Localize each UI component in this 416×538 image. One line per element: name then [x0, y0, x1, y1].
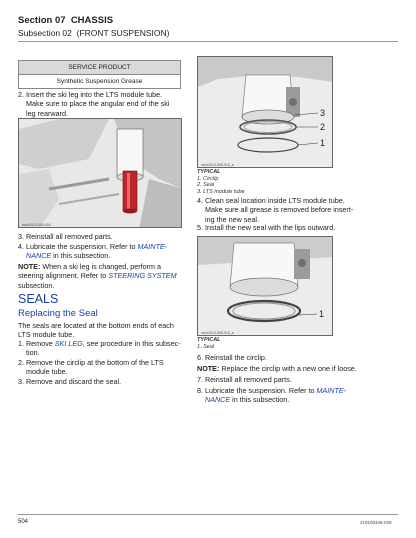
left-step-2 [18, 90, 188, 118]
right-step-6: 6. Reinstall the circlip. [197, 353, 267, 362]
left-step-3: 3. Reinstall all removed parts. [18, 232, 113, 241]
section-name: CHASSIS [70, 15, 114, 26]
section-title [18, 15, 113, 26]
right-step-4-line3: ing the new seal. [205, 214, 259, 224]
figure-3-code: mmr2010-056-016_a [201, 331, 234, 335]
right-step-8-end: in this subsection. [230, 395, 290, 405]
seals-heading: SEALS [18, 292, 59, 306]
subsection-title [18, 28, 170, 38]
seals-intro-line2: LTS module tube. [18, 330, 75, 340]
figure-2-caption-item-2: 2. Seal [197, 182, 215, 188]
figure-2-code: mmr2010-056-016_a [201, 163, 234, 167]
section-label: Section [18, 15, 55, 26]
callout-seal-1: 1 [319, 309, 325, 319]
right-step-7: 7. Reinstall all removed parts. [197, 375, 292, 384]
left-step-4-text: 4. Lubricate the suspension. Refer to [18, 242, 136, 251]
maintenance-link-cont[interactable]: NANCE [26, 251, 52, 261]
note-text-3: subsection. [18, 280, 55, 290]
remove-step-1-text3: tion. [26, 348, 40, 358]
seals-intro [18, 321, 188, 340]
note-label: NOTE: [18, 262, 41, 271]
right-step-8-text: 8. Lubricate the suspension. Refer to [197, 386, 315, 395]
figure-new-seal [197, 236, 333, 336]
right-note [197, 364, 402, 373]
left-note [18, 262, 188, 290]
replacing-seal-heading: Replacing the Seal [18, 308, 98, 319]
note-text-1: When a ski leg is changed, perform a [40, 262, 162, 271]
figure-2-caption-title: TYPICAL [197, 169, 221, 175]
callout-3: 3 [320, 108, 326, 118]
figure-ski-leg-insertion [18, 118, 182, 228]
remove-step-3: 3. Remove and discard the seal. [18, 377, 122, 386]
right-step-4 [197, 196, 397, 224]
subsection-number: 02 [62, 28, 72, 38]
service-product-table [18, 60, 181, 89]
callout-1: 1 [320, 138, 326, 148]
page-number: 504 [18, 519, 29, 525]
subsection-label: Subsection [18, 28, 63, 38]
figure-2-caption-item-1: 1. Circlip [197, 175, 219, 182]
section-number: 07 [54, 15, 66, 26]
note-text-2: steering alignment. Refer to [18, 271, 107, 281]
maintenance-link-2-cont[interactable]: NANCE [205, 395, 231, 405]
remove-step-2-line2: module tube. [26, 367, 68, 377]
figure-seal-location [197, 56, 333, 168]
maintenance-link-2[interactable]: MAINTE- [316, 386, 347, 395]
left-step-2-line3: leg rearward. [26, 108, 68, 118]
steering-system-link[interactable]: STEERING SYSTEM [108, 271, 177, 281]
figure-2-caption-item-3: 3. LTS module tube [197, 188, 245, 195]
ski-leg-link[interactable]: SKI LEG [54, 339, 83, 348]
ski-leg-illustration [19, 119, 182, 228]
figure-3-caption [197, 337, 337, 350]
figure-2-caption [197, 169, 337, 195]
left-step-4-end: in this subsection. [51, 251, 111, 261]
figure-1-code: mmr2010-056-004 [22, 223, 51, 227]
service-product-header: SERVICE PRODUCT [19, 61, 180, 75]
header-rule [18, 41, 398, 42]
callout-2: 2 [320, 122, 326, 132]
document-code: 219100446-029 [360, 520, 392, 525]
right-step-4-line2: Make sure all grease is removed before insert- [205, 205, 354, 215]
left-step-2-line1: 2. Insert the ski leg into the LTS module tube. [18, 90, 163, 99]
seals-intro-line1: The seals are located at the bottom ends of each [18, 321, 174, 330]
remove-step-1-text: 1. Remove [18, 339, 55, 348]
right-step-5: 5. Install the new seal with the lips outward. [197, 223, 336, 232]
remove-step-2 [18, 358, 188, 377]
remove-step-1 [18, 339, 188, 358]
right-step-4-line1: 4. Clean seal location inside LTS module tube. [197, 196, 345, 205]
new-seal-illustration [198, 237, 333, 336]
subsection-name: (FRONT SUSPENSION) [76, 28, 170, 38]
right-step-8 [197, 386, 402, 405]
figure-3-caption-title: TYPICAL [197, 337, 221, 343]
remove-step-2-line1: 2. Remove the circlip at the bottom of the LTS [18, 358, 164, 367]
right-note-text: Replace the circlip with a new one if loose. [219, 364, 357, 373]
lts-module-tube-illustration [198, 57, 333, 168]
figure-3-caption-item-1: 1. Seal [197, 343, 215, 350]
footer-rule [18, 514, 398, 515]
left-step-4 [18, 242, 188, 261]
service-product-item: Synthetic Suspension Grease [56, 78, 143, 85]
right-note-label: NOTE: [197, 364, 220, 373]
remove-step-1-text2: , see procedure in this subsec- [82, 339, 181, 348]
left-step-2-line2: Make sure to place the angular end of the ski [26, 99, 170, 109]
maintenance-link[interactable]: MAINTE- [137, 242, 168, 251]
